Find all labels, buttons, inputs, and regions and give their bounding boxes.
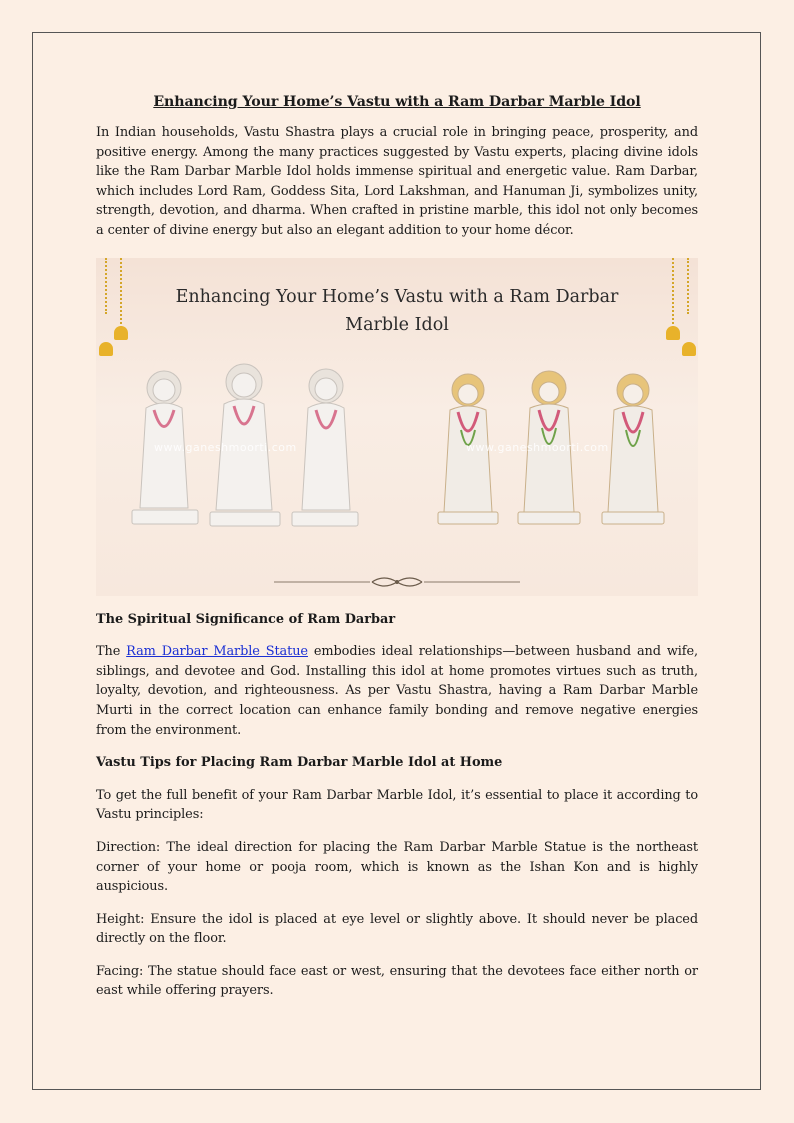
bell-icon: [99, 342, 113, 356]
article-title: Enhancing Your Home’s Vastu with a Ram Darbar Marble Idol: [153, 94, 641, 110]
bell-icon: [682, 342, 696, 356]
tip-direction: Direction: The ideal direction for placing the Ram Darbar Marble Statue is the northeast corner of your home or pooja room, which is known as the Ishan Kon and is highly auspicious.: [96, 839, 698, 895]
spiritual-significance-paragraph: The Ram Darbar Marble Statue embodies ideal relationships—between husband and wife, siblings, and devotee and God. Installing this idol at home promotes virtues such as truth, loyalty, devotion, and righteousness. As per Vastu Shastra, having a Ram Darbar Marble Murti in the correct location can enhance family bonding and remove negative energies from the environment.: [96, 644, 698, 738]
section-heading-spiritual-significance: The Spiritual Significance of Ram Darbar: [96, 611, 396, 627]
article: [96, 94, 698, 1001]
tip-height: Height: Ensure the idol is placed at eye level or slightly above. It should never be placed directly on the floor.: [96, 911, 698, 947]
ram-darbar-marble-statue-link[interactable]: Ram Darbar Marble Statue: [126, 644, 308, 660]
vastu-tips-intro: To get the full benefit of your Ram Darbar Marble Idol, it’s essential to place it according to Vastu principles:: [96, 787, 698, 823]
tip-facing: Facing: The statue should face east or west, ensuring that the devotees face either north or east while offering prayers.: [96, 963, 698, 999]
ornamental-divider: [274, 576, 520, 588]
intro-paragraph: In Indian households, Vastu Shastra plays a crucial role in bringing peace, prosperity, and positive energy. Among the many practices suggested by Vastu experts, placing divine idols like the Ram Darbar Marble Idol holds immense spiritual and energetic value. Ram Darbar, which includes Lord Ram, Goddess Sita, Lord Lakshman, and Hanuman Ji, symbolizes unity, strength, devotion, and dharma. When crafted in pristine marble, this idol not only becomes a center of divine energy but also an elegant addition to your home décor.: [96, 125, 698, 238]
watermark-left: www.ganeshmoorti.com: [154, 440, 297, 454]
watermark-right: www.ganeshmoorti.com: [466, 440, 609, 454]
section-heading-vastu-tips: Vastu Tips for Placing Ram Darbar Marble Idol at Home: [96, 755, 503, 771]
banner-title: Enhancing Your Home’s Vastu with a Ram Darbar Marble Idol: [175, 286, 619, 335]
ram-darbar-banner-image: [96, 258, 698, 596]
